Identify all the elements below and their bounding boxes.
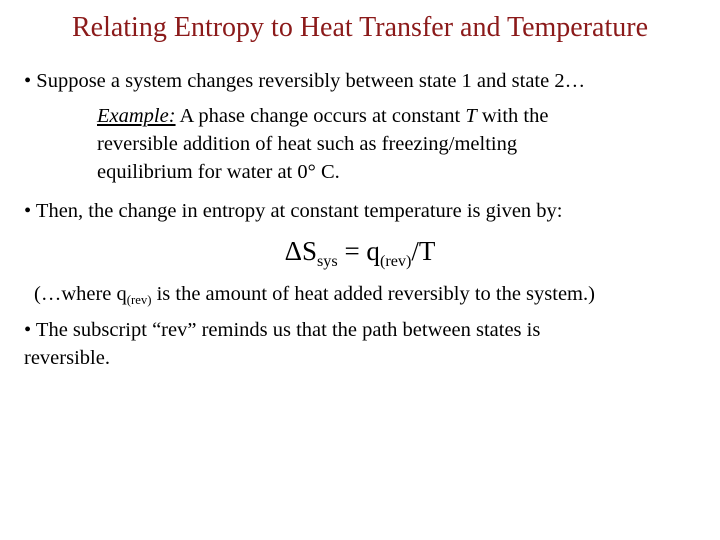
where-note-post: is the amount of heat added reversibly to the system.) bbox=[151, 283, 595, 305]
rev-subscript: (rev) bbox=[379, 251, 412, 270]
temperature-variable: T bbox=[465, 105, 477, 127]
example-line-1 bbox=[97, 106, 548, 127]
example-line-1-tail: with the bbox=[476, 105, 549, 127]
sys-subscript: sys bbox=[317, 251, 338, 270]
entropy-equation bbox=[0, 236, 720, 270]
bullet-subscript-line-1: • The subscript “rev” reminds us that the path between states is bbox=[24, 319, 541, 341]
bullet-then: • Then, the change in entropy at constant temperature is given by: bbox=[24, 200, 563, 222]
where-note-subscript: (rev) bbox=[126, 293, 152, 308]
delta-s: ΔS bbox=[284, 236, 317, 266]
where-note-pre: (…where q bbox=[34, 283, 127, 305]
slide-title: Relating Entropy to Heat Transfer and Temperature bbox=[71, 12, 649, 43]
equals-q: = q bbox=[337, 236, 380, 266]
where-note bbox=[34, 283, 595, 308]
bullet-subscript-line-2: reversible. bbox=[24, 347, 110, 369]
example-line-3: equilibrium for water at 0° C. bbox=[97, 161, 340, 183]
bullet-suppose: • Suppose a system changes reversibly between state 1 and state 2… bbox=[24, 70, 586, 92]
example-label: Example: bbox=[97, 105, 176, 127]
example-line-1-text: A phase change occurs at constant bbox=[175, 105, 466, 127]
over-t: /T bbox=[411, 236, 436, 266]
example-line-2: reversible addition of heat such as freezing/melting bbox=[97, 133, 518, 155]
